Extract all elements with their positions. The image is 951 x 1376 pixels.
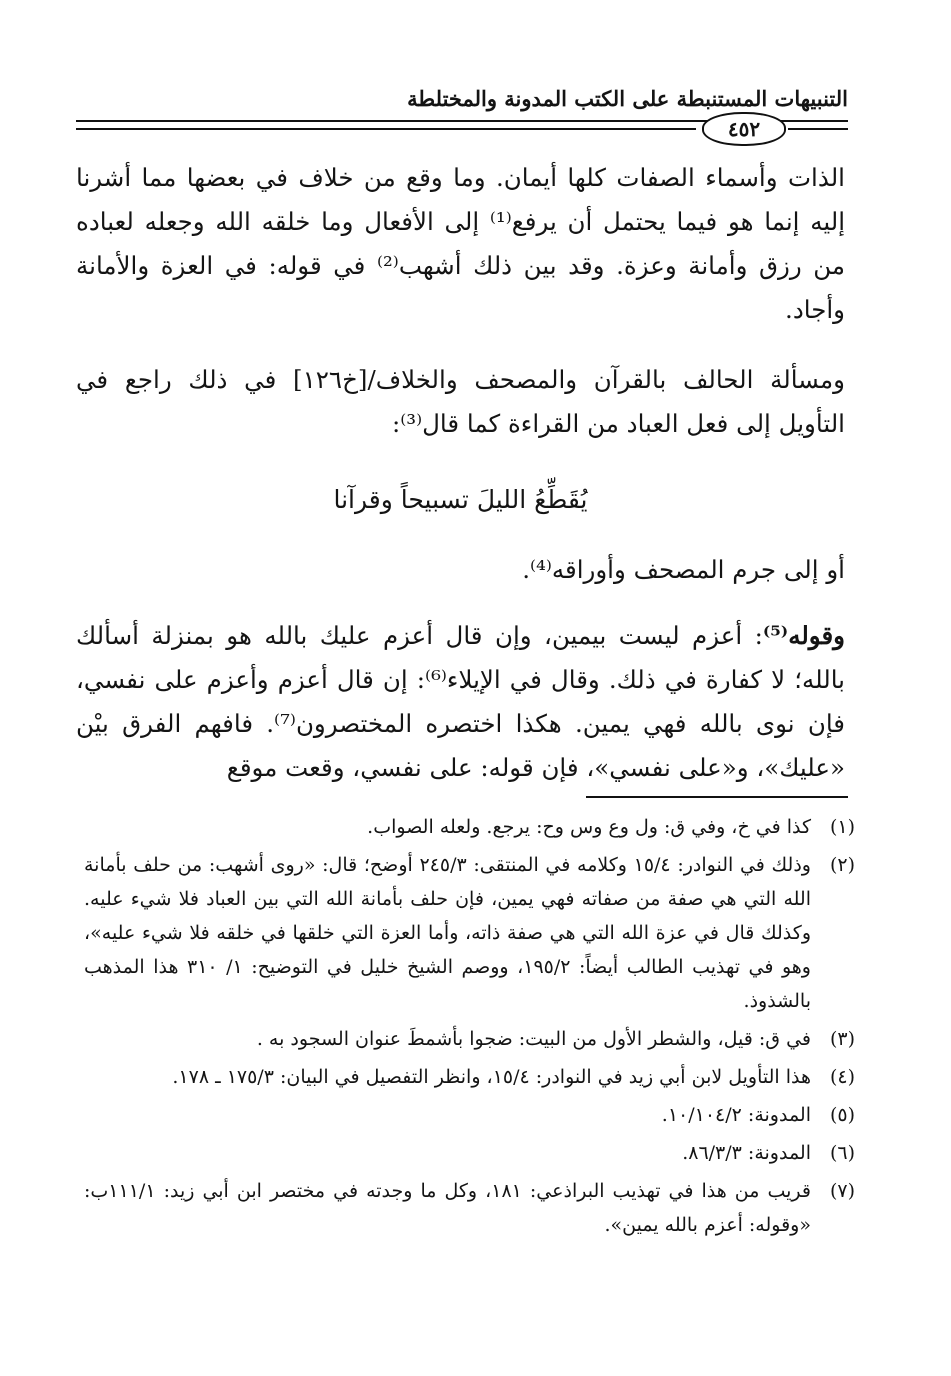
paragraph-2: ومسألة الحالف بالقرآن والمصحف والخلاف/[خ١٢٦] في ذلك راجع في التأويل إلى فعل العباد من القراءة كما قال⁽³⁾: (76, 365, 845, 438)
header-rule-bottom-left (76, 128, 696, 130)
paragraph-4-lead: وقوله⁽⁵⁾ (762, 621, 845, 650)
footnotes (84, 810, 855, 1246)
paragraph-1: الذات وأسماء الصفات كلها أيمان. وما وقع من خلاف في بعضها مما أشرنا إليه إنما هو فيما يحتمل أن يرفع⁽¹⁾ إلى الأفعال وما خلقه الله وجعله لعباده من رزق وأمانة وعزة. وقد بين ذلك أشهب⁽²⁾ في قوله: في العزة والأمانة وأجاد. (76, 163, 846, 324)
footnote-number: (٤) (829, 1066, 855, 1088)
footnote-separator (586, 796, 848, 798)
footnote-text: كذا في خ، وفي ق: ول وع وس وح: يرجع. ولعله الصواب. (367, 816, 811, 838)
footnote (84, 1022, 855, 1056)
footnote-text: وذلك في النوادر: ١٥/٤ وكلامه في المنتقى: ٢٤٥/٣ أوضح؛ قال: «روى أشهب: من حلف بأمانة الله التي هي صفة من صفاته فهي يمين، فإن حلف بأمانة الله التي بين العباد فلا شيء عليه. وكذلك قال في عزة الله التي هي صفة ذاته، وأما العزة التي خلقها في خلقه فلا شيء عليه»، وهو في تهذيب الطالب أيضاً: ١٩٥/٢، ووصم الشيخ خليل في التوضيح: ١/ ٣١٠ هذا المذهب بالشذوذ. (84, 854, 811, 1012)
footnote-number: (٥) (829, 1104, 855, 1126)
footnote-number: (١) (829, 816, 855, 838)
footnote (84, 1098, 855, 1132)
paragraph-3: أو إلى جرم المصحف وأوراقه⁽⁴⁾. (522, 555, 845, 584)
footnote-text: المدونة: ٨٦/٣/٣. (682, 1142, 811, 1164)
footnote-number: (٣) (829, 1028, 855, 1050)
footnote-number: (٢) (829, 854, 855, 876)
paragraph-4-text: : أعزم ليست بيمين، وإن قال أعزم عليك بالله هو بمنزلة أسألك بالله؛ لا كفارة في ذلك. وقال في الإيلاء⁽⁶⁾: إن قال أعزم وأعزم على نفسي، فإن نوى بالله فهي يمين. هكذا اختصره المختصرون⁽⁷⁾. فافهم الفرق بيْن «عليك»، و«على نفسي»، فإن قوله: على نفسي، وقعت موقع (76, 621, 845, 782)
page-number: ٤٥٢ (702, 112, 786, 146)
footnote-number: (٧) (829, 1180, 855, 1202)
paragraph-4 (76, 614, 845, 790)
verse-line: يُقَطِّعُ الليلَ تسبيحاً وقرآنا (333, 485, 588, 514)
footnote (84, 1174, 855, 1242)
header-title: التنبيهات المستنبطة على الكتب المدونة والمختلطة (407, 86, 848, 111)
footnote-text: هذا التأويل لابن أبي زيد في النوادر: ١٥/٤، وانظر التفصيل في البيان: ١٧٥/٣ ـ ١٧٨. (172, 1066, 811, 1088)
footnote-text: في ق: قيل، والشطر الأول من البيت: ضجوا بأشمطَ عنوان السجود به . (256, 1028, 811, 1050)
running-header (76, 84, 848, 140)
footnote (84, 1136, 855, 1170)
footnote (84, 848, 855, 1018)
header-rule-bottom-right (788, 128, 848, 130)
footnote (84, 1060, 855, 1094)
footnote-text: المدونة: ١٠/١٠٤/٢. (661, 1104, 811, 1126)
footnote-number: (٦) (829, 1142, 855, 1164)
body-text (76, 156, 845, 790)
footnote (84, 810, 855, 844)
footnote-text: قريب من هذا في تهذيب البراذعي: ١٨١، وكل ما وجدته في مختصر ابن أبي زيد: ١١١/١ب: «وقوله: أعزم بالله يمين». (84, 1180, 811, 1236)
